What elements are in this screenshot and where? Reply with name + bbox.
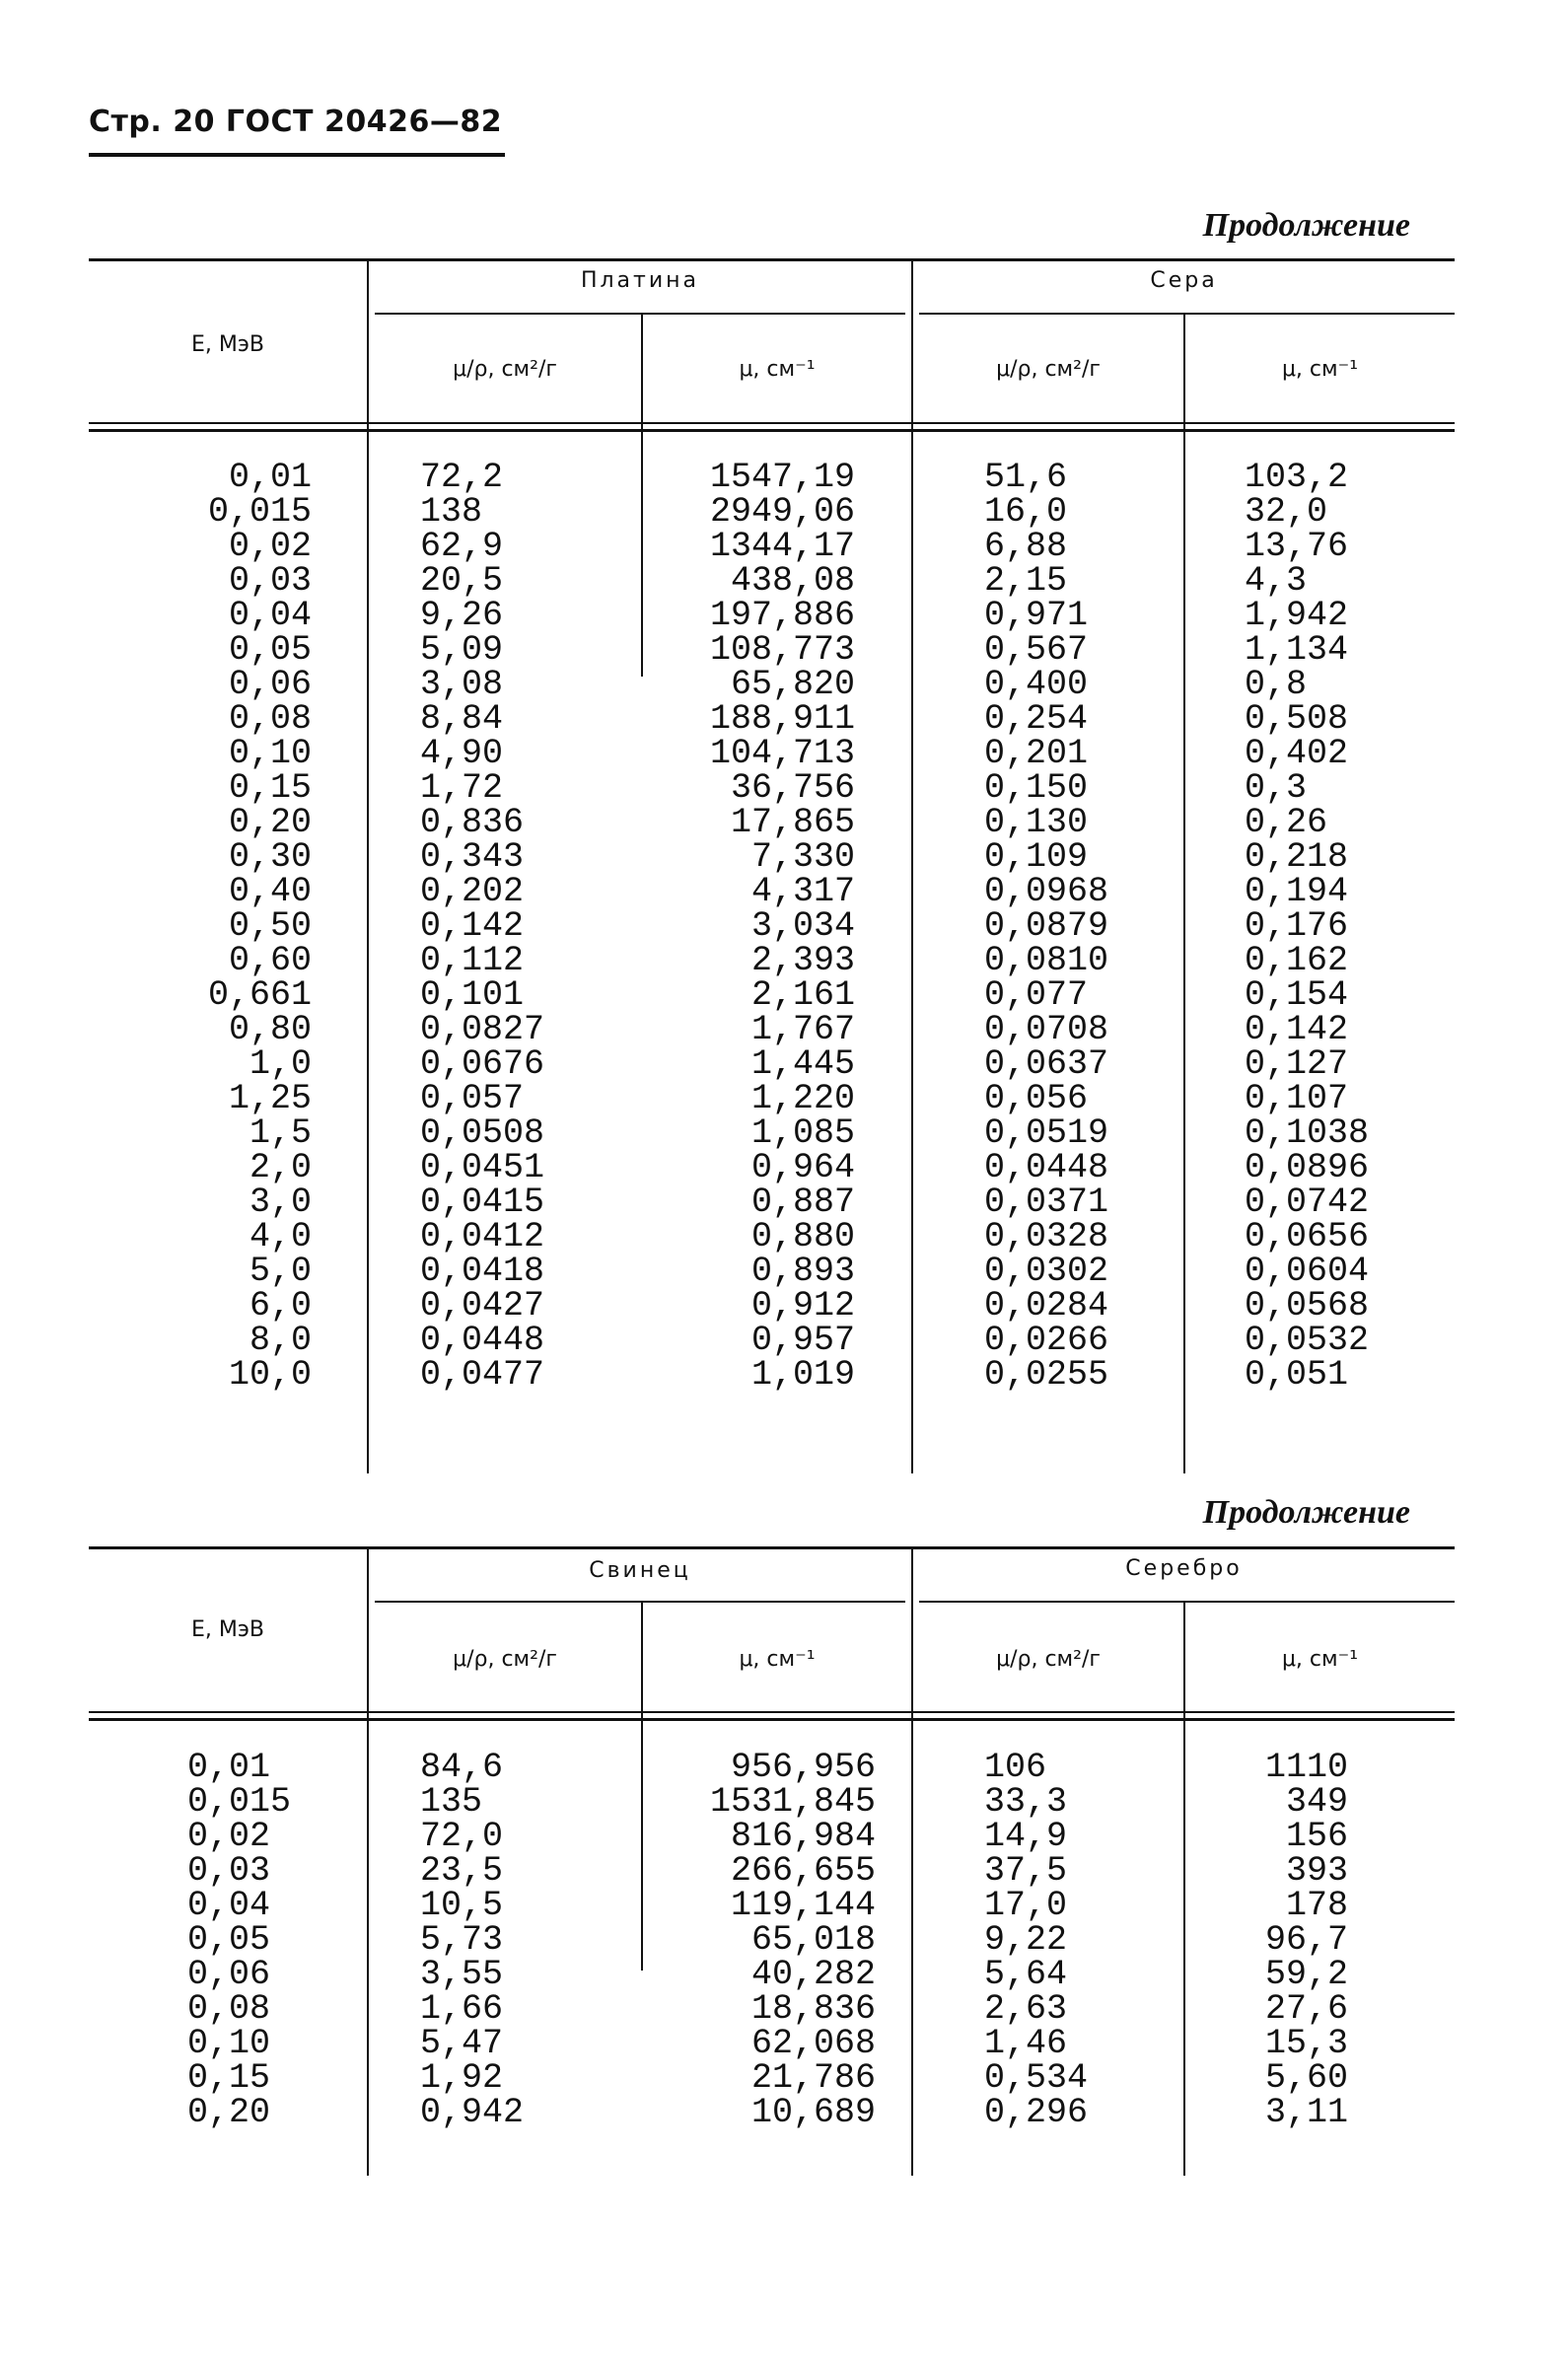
table-cell: 266,655 bbox=[730, 1851, 877, 1891]
table-cell: 393 bbox=[1286, 1851, 1349, 1891]
table-cell: 1,66 bbox=[420, 1989, 504, 2029]
table-cell: 5,60 bbox=[1265, 2058, 1349, 2098]
table-cell: 1,134 bbox=[1245, 630, 1349, 670]
table-cell: 6,0 bbox=[249, 1286, 313, 1326]
table-cell: 0,0708 bbox=[984, 1010, 1109, 1049]
group-underline-1 bbox=[375, 1601, 905, 1603]
table-cell: 2,393 bbox=[750, 941, 856, 980]
table-cell: 37,5 bbox=[984, 1851, 1068, 1891]
table-cell: 0,057 bbox=[420, 1079, 525, 1118]
header-rule-a bbox=[89, 422, 1455, 424]
table-cell: 816,984 bbox=[730, 1817, 877, 1856]
table-cell: 59,2 bbox=[1265, 1955, 1349, 1994]
table-cell: 0,201 bbox=[984, 734, 1089, 773]
header-rule-b bbox=[89, 429, 1455, 432]
table-cell: 0,02 bbox=[187, 1817, 271, 1856]
table-cell: 0,26 bbox=[1245, 803, 1328, 842]
attenuation-table-2 bbox=[89, 1546, 1455, 2176]
header-rule-a bbox=[89, 1711, 1455, 1713]
table-cell: 0,150 bbox=[984, 768, 1089, 808]
table-cell: 72,0 bbox=[420, 1817, 504, 1856]
table-cell: 0,0418 bbox=[420, 1252, 545, 1291]
table-cell: 10,0 bbox=[229, 1355, 313, 1395]
table-cell: 0,957 bbox=[750, 1321, 856, 1360]
table-cell: 0,0896 bbox=[1245, 1148, 1370, 1187]
table-cell: 0,0568 bbox=[1245, 1286, 1370, 1326]
energy-label: E, МэВ bbox=[190, 332, 265, 357]
table-cell: 10,5 bbox=[420, 1886, 504, 1925]
table-cell: 0,0415 bbox=[420, 1183, 545, 1222]
table-cell: 0,15 bbox=[187, 2058, 271, 2098]
table-cell: 1,942 bbox=[1245, 596, 1349, 635]
table-cell: 0,15 bbox=[229, 768, 313, 808]
header-rule-b bbox=[89, 1718, 1455, 1721]
table-cell: 0,0328 bbox=[984, 1217, 1109, 1256]
table-cell: 0,06 bbox=[187, 1955, 271, 1994]
table-cell: 4,0 bbox=[249, 1217, 313, 1256]
group-lead: Свинец bbox=[589, 1558, 691, 1583]
table-cell: 0,912 bbox=[750, 1286, 856, 1326]
group-underline-1 bbox=[375, 313, 905, 315]
table-cell: 0,112 bbox=[420, 941, 525, 980]
table-cell: 0,0532 bbox=[1245, 1321, 1370, 1360]
divider-groups bbox=[911, 1546, 913, 2176]
table-cell: 40,282 bbox=[750, 1955, 877, 1994]
table-cell: 0,400 bbox=[984, 665, 1089, 704]
col-mass-coef: μ/ρ, см²/г bbox=[996, 1647, 1101, 1672]
table-cell: 0,03 bbox=[229, 561, 313, 601]
table-cell: 17,0 bbox=[984, 1886, 1068, 1925]
table-cell: 0,10 bbox=[187, 2024, 271, 2063]
table-cell: 2,161 bbox=[750, 975, 856, 1015]
table-cell: 0,0827 bbox=[420, 1010, 545, 1049]
table-cell: 0,0284 bbox=[984, 1286, 1109, 1326]
table-cell: 18,836 bbox=[750, 1989, 877, 2029]
table-cell: 3,55 bbox=[420, 1955, 504, 1994]
table-cell: 5,0 bbox=[249, 1252, 313, 1291]
table-cell: 0,836 bbox=[420, 803, 525, 842]
table-cell: 8,0 bbox=[249, 1321, 313, 1360]
table-cell: 0,0508 bbox=[420, 1113, 545, 1153]
table-cell: 9,26 bbox=[420, 596, 504, 635]
table-cell: 0,08 bbox=[187, 1989, 271, 2029]
table-cell: 119,144 bbox=[730, 1886, 877, 1925]
table-cell: 32,0 bbox=[1245, 492, 1328, 532]
table-cell: 0,402 bbox=[1245, 734, 1349, 773]
table-cell: 0,0968 bbox=[984, 872, 1109, 911]
table-cell: 4,317 bbox=[750, 872, 856, 911]
group-underline-2 bbox=[919, 313, 1455, 315]
table-cell: 0,176 bbox=[1245, 906, 1349, 946]
table-cell: 1,767 bbox=[750, 1010, 856, 1049]
table-cell: 0,20 bbox=[229, 803, 313, 842]
table-cell: 17,865 bbox=[730, 803, 856, 842]
table-cell: 0,05 bbox=[229, 630, 313, 670]
col-linear-coef: μ, см⁻¹ bbox=[739, 1647, 816, 1672]
table-cell: 1,085 bbox=[750, 1113, 856, 1153]
table-cell: 0,30 bbox=[229, 837, 313, 877]
table-cell: 349 bbox=[1286, 1782, 1349, 1822]
table-cell: 108,773 bbox=[710, 630, 856, 670]
table-cell: 2949,06 bbox=[710, 492, 856, 532]
table-cell: 0,194 bbox=[1245, 872, 1349, 911]
col-linear-coef: μ, см⁻¹ bbox=[1281, 357, 1359, 382]
table-cell: 0,0255 bbox=[984, 1355, 1109, 1395]
table-cell: 0,218 bbox=[1245, 837, 1349, 877]
table-cell: 3,08 bbox=[420, 665, 504, 704]
table-cell: 156 bbox=[1286, 1817, 1349, 1856]
table-cell: 0,0637 bbox=[984, 1044, 1109, 1084]
energy-column bbox=[187, 458, 313, 1395]
table-cell: 23,5 bbox=[420, 1851, 504, 1891]
table-cell: 0,254 bbox=[984, 699, 1089, 739]
table-cell: 0,03 bbox=[187, 1851, 271, 1891]
silver-linear-column bbox=[1245, 1748, 1349, 2132]
divider-energy bbox=[367, 258, 369, 1473]
table-cell: 0,130 bbox=[984, 803, 1089, 842]
divider-groups bbox=[911, 258, 913, 1473]
table-cell: 0,10 bbox=[229, 734, 313, 773]
table-cell: 4,3 bbox=[1245, 561, 1308, 601]
table-cell: 0,056 bbox=[984, 1079, 1089, 1118]
divider-g2 bbox=[1183, 1602, 1185, 2176]
group-platinum: Платина bbox=[580, 268, 700, 293]
table-cell: 9,22 bbox=[984, 1920, 1068, 1960]
table-cell: 0,942 bbox=[420, 2093, 525, 2132]
table-cell: 0,567 bbox=[984, 630, 1089, 670]
table-cell: 27,6 bbox=[1265, 1989, 1349, 2029]
table-cell: 15,3 bbox=[1265, 2024, 1349, 2063]
table-cell: 62,068 bbox=[750, 2024, 877, 2063]
table-cell: 0,0412 bbox=[420, 1217, 545, 1256]
table-cell: 1531,845 bbox=[710, 1782, 877, 1822]
table-cell: 0,0266 bbox=[984, 1321, 1109, 1360]
col-mass-coef: μ/ρ, см²/г bbox=[996, 357, 1101, 382]
table-cell: 62,9 bbox=[420, 527, 504, 566]
table-cell: 0,101 bbox=[420, 975, 525, 1015]
table-cell: 103,2 bbox=[1245, 458, 1349, 497]
table-cell: 1110 bbox=[1265, 1748, 1349, 1787]
top-rule bbox=[89, 1546, 1455, 1549]
table-cell: 5,64 bbox=[984, 1955, 1068, 1994]
table-cell: 0,0519 bbox=[984, 1113, 1109, 1153]
table-cell: 0,0371 bbox=[984, 1183, 1109, 1222]
table-cell: 0,60 bbox=[229, 941, 313, 980]
table-cell: 0,0604 bbox=[1245, 1252, 1370, 1291]
divider-energy bbox=[367, 1546, 369, 2176]
table-cell: 1547,19 bbox=[710, 458, 856, 497]
table-cell: 178 bbox=[1286, 1886, 1349, 1925]
table-cell: 135 bbox=[420, 1782, 483, 1822]
table-cell: 0,04 bbox=[229, 596, 313, 635]
table-cell: 0,80 bbox=[229, 1010, 313, 1049]
table-cell: 1,5 bbox=[249, 1113, 313, 1153]
top-rule bbox=[89, 258, 1455, 261]
table-cell: 0,887 bbox=[750, 1183, 856, 1222]
table-cell: 5,09 bbox=[420, 630, 504, 670]
table-cell: 0,0427 bbox=[420, 1286, 545, 1326]
table-cell: 36,756 bbox=[730, 768, 856, 808]
group-underline-2 bbox=[919, 1601, 1455, 1603]
table-cell: 0,154 bbox=[1245, 975, 1349, 1015]
table-cell: 0,077 bbox=[984, 975, 1089, 1015]
table-cell: 0,02 bbox=[229, 527, 313, 566]
table-cell: 0,343 bbox=[420, 837, 525, 877]
table-cell: 2,0 bbox=[249, 1148, 313, 1187]
energy-column bbox=[187, 1748, 292, 2132]
platinum-linear-column bbox=[710, 458, 856, 1395]
table-cell: 0,162 bbox=[1245, 941, 1349, 980]
table-cell: 0,202 bbox=[420, 872, 525, 911]
table-cell: 1,220 bbox=[750, 1079, 856, 1118]
table-cell: 2,15 bbox=[984, 561, 1068, 601]
col-mass-coef: μ/ρ, см²/г bbox=[453, 357, 557, 382]
table-cell: 16,0 bbox=[984, 492, 1068, 532]
table-cell: 21,786 bbox=[750, 2058, 877, 2098]
table-cell: 0,0477 bbox=[420, 1355, 545, 1395]
table-cell: 1,0 bbox=[249, 1044, 313, 1084]
table-cell: 0,0676 bbox=[420, 1044, 545, 1084]
table-cell: 0,971 bbox=[984, 596, 1089, 635]
table-cell: 0,06 bbox=[229, 665, 313, 704]
table-cell: 96,7 bbox=[1265, 1920, 1349, 1960]
divider-g2 bbox=[1183, 314, 1185, 1473]
table-cell: 0,04 bbox=[187, 1886, 271, 1925]
table-cell: 7,330 bbox=[750, 837, 856, 877]
table-cell: 0,0810 bbox=[984, 941, 1109, 980]
table-cell: 5,73 bbox=[420, 1920, 504, 1960]
table-cell: 0,1038 bbox=[1245, 1113, 1370, 1153]
table-cell: 0,880 bbox=[750, 1217, 856, 1256]
sulfur-linear-column bbox=[1245, 458, 1370, 1395]
group-sulfur: Сера bbox=[1150, 268, 1218, 293]
table-cell: 6,88 bbox=[984, 527, 1068, 566]
table-cell: 0,50 bbox=[229, 906, 313, 946]
table-cell: 0,08 bbox=[229, 699, 313, 739]
table-cell: 0,0742 bbox=[1245, 1183, 1370, 1222]
table-cell: 0,127 bbox=[1245, 1044, 1349, 1084]
table-cell: 0,40 bbox=[229, 872, 313, 911]
table-cell: 0,142 bbox=[420, 906, 525, 946]
silver-mass-column bbox=[984, 1748, 1089, 2132]
table-cell: 0,015 bbox=[187, 1782, 292, 1822]
table-cell: 0,661 bbox=[207, 975, 313, 1015]
table-cell: 0,051 bbox=[1245, 1355, 1349, 1395]
table-cell: 33,3 bbox=[984, 1782, 1068, 1822]
table-cell: 14,9 bbox=[984, 1817, 1068, 1856]
table-cell: 84,6 bbox=[420, 1748, 504, 1787]
table-cell: 0,142 bbox=[1245, 1010, 1349, 1049]
table-cell: 188,911 bbox=[710, 699, 856, 739]
table-cell: 0,0879 bbox=[984, 906, 1109, 946]
table-cell: 5,47 bbox=[420, 2024, 504, 2063]
table-cell: 8,84 bbox=[420, 699, 504, 739]
platinum-mass-column bbox=[420, 458, 545, 1395]
table-cell: 1344,17 bbox=[710, 527, 856, 566]
table-cell: 20,5 bbox=[420, 561, 504, 601]
continuation-label-2: Продолжение bbox=[1202, 1494, 1410, 1531]
table-cell: 0,296 bbox=[984, 2093, 1089, 2132]
energy-label: E, МэВ bbox=[190, 1617, 265, 1642]
lead-mass-column bbox=[420, 1748, 525, 2132]
table-cell: 0,3 bbox=[1245, 768, 1308, 808]
table-cell: 13,76 bbox=[1245, 527, 1349, 566]
table-cell: 956,956 bbox=[730, 1748, 877, 1787]
table-cell: 1,46 bbox=[984, 2024, 1068, 2063]
table-cell: 2,63 bbox=[984, 1989, 1068, 2029]
table-cell: 0,109 bbox=[984, 837, 1089, 877]
table-cell: 0,964 bbox=[750, 1148, 856, 1187]
table-cell: 0,0302 bbox=[984, 1252, 1109, 1291]
table-cell: 0,107 bbox=[1245, 1079, 1349, 1118]
table-cell: 1,019 bbox=[750, 1355, 856, 1395]
col-linear-coef: μ, см⁻¹ bbox=[739, 357, 816, 382]
table-cell: 0,534 bbox=[984, 2058, 1089, 2098]
table-cell: 0,01 bbox=[187, 1748, 271, 1787]
page-header-text: Стр. 20 ГОСТ 20426—82 bbox=[89, 105, 503, 139]
table-cell: 0,01 bbox=[229, 458, 313, 497]
table-cell: 10,689 bbox=[750, 2093, 877, 2132]
table-cell: 0,05 bbox=[187, 1920, 271, 1960]
table-cell: 0,0451 bbox=[420, 1148, 545, 1187]
attenuation-table-1 bbox=[89, 258, 1455, 1473]
table-cell: 0,893 bbox=[750, 1252, 856, 1291]
table-cell: 1,445 bbox=[750, 1044, 856, 1084]
table-cell: 3,11 bbox=[1265, 2093, 1349, 2132]
table-cell: 138 bbox=[420, 492, 483, 532]
table-cell: 0,0656 bbox=[1245, 1217, 1370, 1256]
sulfur-mass-column bbox=[984, 458, 1109, 1395]
table-cell: 0,0448 bbox=[984, 1148, 1109, 1187]
table-cell: 197,886 bbox=[710, 596, 856, 635]
col-linear-coef: μ, см⁻¹ bbox=[1281, 1647, 1359, 1672]
table-cell: 104,713 bbox=[710, 734, 856, 773]
header-underline bbox=[89, 153, 505, 157]
table-cell: 51,6 bbox=[984, 458, 1068, 497]
table-cell: 0,8 bbox=[1245, 665, 1308, 704]
lead-linear-column bbox=[710, 1748, 877, 2132]
table-cell: 0,20 bbox=[187, 2093, 271, 2132]
table-cell: 3,034 bbox=[750, 906, 856, 946]
table-cell: 65,820 bbox=[730, 665, 856, 704]
table-cell: 1,92 bbox=[420, 2058, 504, 2098]
table-cell: 106 bbox=[984, 1748, 1047, 1787]
table-cell: 65,018 bbox=[750, 1920, 877, 1960]
table-cell: 438,08 bbox=[730, 561, 856, 601]
continuation-label-1: Продолжение bbox=[1202, 207, 1410, 244]
table-cell: 0,508 bbox=[1245, 699, 1349, 739]
table-cell: 0,0448 bbox=[420, 1321, 545, 1360]
table-cell: 3,0 bbox=[249, 1183, 313, 1222]
table-cell: 1,25 bbox=[229, 1079, 313, 1118]
table-cell: 0,015 bbox=[207, 492, 313, 532]
table-cell: 72,2 bbox=[420, 458, 504, 497]
table-cell: 4,90 bbox=[420, 734, 504, 773]
table-cell: 1,72 bbox=[420, 768, 504, 808]
group-silver: Серебро bbox=[1125, 1556, 1243, 1581]
col-mass-coef: μ/ρ, см²/г bbox=[453, 1647, 557, 1672]
